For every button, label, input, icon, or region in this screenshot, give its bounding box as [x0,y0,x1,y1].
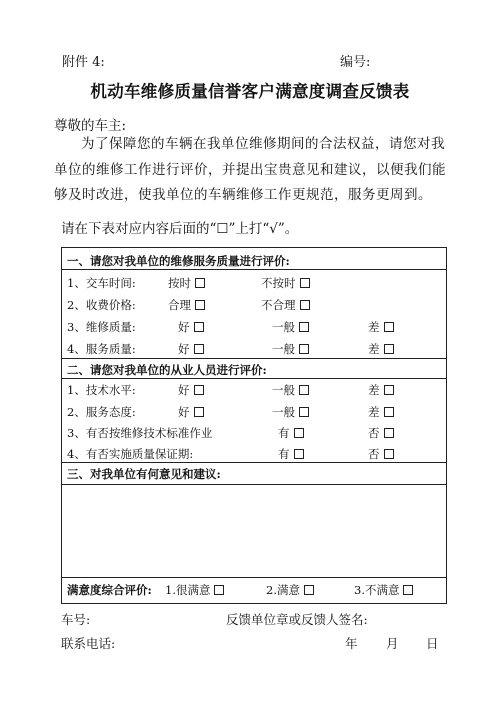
s1-row4-option-average[interactable]: 一般 [272,341,309,357]
checkbox[interactable] [294,449,304,459]
date-year-label: 年 [345,636,358,651]
s1-row2-label: 2、收费价格: [67,298,136,312]
checkbox[interactable] [300,278,310,288]
s2-row1-option-good[interactable]: 好 [178,382,204,398]
section1-title: 一、请您对我单位的维修服务质量进行评价: [67,254,290,268]
s2-row2-option-poor[interactable]: 差 [368,404,394,420]
s2-row2-label: 2、服务态度: [67,405,136,419]
s2-row1-label: 1、技术水平: [67,383,136,397]
section2-title: 二、请您对我单位的从业人员进行评价: [67,363,267,377]
s1-row3-option-good[interactable]: 好 [178,319,204,335]
s1-row3-option-poor[interactable]: 差 [368,319,394,335]
overall-option-unsatisfied[interactable]: 3.不满意 [354,582,413,598]
checkbox[interactable] [299,344,309,354]
checkbox[interactable] [214,585,224,595]
s2-row2-option-good[interactable]: 好 [178,404,204,420]
document-title: 机动车维修质量信誉客户满意度调查反馈表 [90,82,410,101]
date-month-label: 月 [386,636,399,651]
checkbox[interactable] [194,407,204,417]
checkbox[interactable] [384,407,394,417]
overall-label: 满意度综合评价: [67,583,152,597]
section3-title: 三、对我单位有何意见和建议: [67,467,221,481]
intro-paragraph: 为了保障您的车辆在我单位维修期间的合法权益，请您对我单位的维修工作进行评价，并提出宝贵意见和建议，以便我们能够及时改进，使我单位的车辆维修工作更规范，服务更周到。 [54,136,446,203]
divider [62,577,446,578]
s1-row4-label: 4、服务质量: [67,342,136,356]
checkbox[interactable] [384,344,394,354]
s2-row4-label: 4、有否实施质量保证期: [67,447,194,461]
suggestions-textarea[interactable] [64,488,444,576]
checkbox[interactable] [384,322,394,332]
checkbox[interactable] [194,322,204,332]
divider [62,484,446,485]
phone-label: 联系电话: [61,636,116,651]
s1-row3-option-average[interactable]: 一般 [272,319,309,335]
s2-row4-option-yes[interactable]: 有 [278,446,304,462]
s1-row4-option-good[interactable]: 好 [178,341,204,357]
divider [62,378,446,379]
divider [62,462,446,463]
checkbox[interactable] [299,385,309,395]
feedback-form-table [61,247,447,604]
divider [62,269,446,270]
checkbox[interactable] [299,407,309,417]
divider [62,358,446,359]
s2-row4-option-no[interactable]: 否 [368,446,394,462]
checkbox[interactable] [384,449,394,459]
s2-row3-option-no[interactable]: 否 [368,425,394,441]
greeting: 尊敬的车主: [54,118,127,134]
checkbox[interactable] [195,300,205,310]
number-label: 编号: [340,55,371,70]
overall-option-satisfied[interactable]: 2.满意 [266,582,314,598]
s2-row3-option-yes[interactable]: 有 [278,425,304,441]
s1-row4-option-poor[interactable]: 差 [368,341,394,357]
checkbox[interactable] [194,385,204,395]
checkbox[interactable] [294,428,304,438]
s1-row1-label: 1、交车时间: [67,276,136,290]
checkbox[interactable] [304,585,314,595]
s2-row3-label: 3、有否按维修技术标准作业 [67,426,213,440]
checkbox[interactable] [195,278,205,288]
overall-option-very-satisfied[interactable]: 1.很满意 [165,582,224,598]
s1-row1-option-late[interactable]: 不按时 [261,275,310,291]
checkbox[interactable] [384,428,394,438]
checkbox[interactable] [403,585,413,595]
instruction-text: 请在下表对应内容后面的“☐”上打“√”。 [61,221,299,237]
s2-row1-option-average[interactable]: 一般 [272,382,309,398]
s1-row2-option-fair[interactable]: 合理 [168,297,205,313]
s1-row1-option-ontime[interactable]: 按时 [168,275,205,291]
checkbox[interactable] [299,322,309,332]
s1-row2-option-unfair[interactable]: 不合理 [261,297,310,313]
plate-number-label: 车号: [61,612,91,627]
checkbox[interactable] [194,344,204,354]
checkbox[interactable] [384,385,394,395]
s1-row3-label: 3、维修质量: [67,320,136,334]
attachment-label: 附件 4: [62,55,105,70]
signature-label: 反馈单位章或反馈人签名: [226,612,368,627]
date-day-label: 日 [426,636,439,651]
s2-row2-option-average[interactable]: 一般 [272,404,309,420]
checkbox[interactable] [300,300,310,310]
s2-row1-option-poor[interactable]: 差 [368,382,394,398]
